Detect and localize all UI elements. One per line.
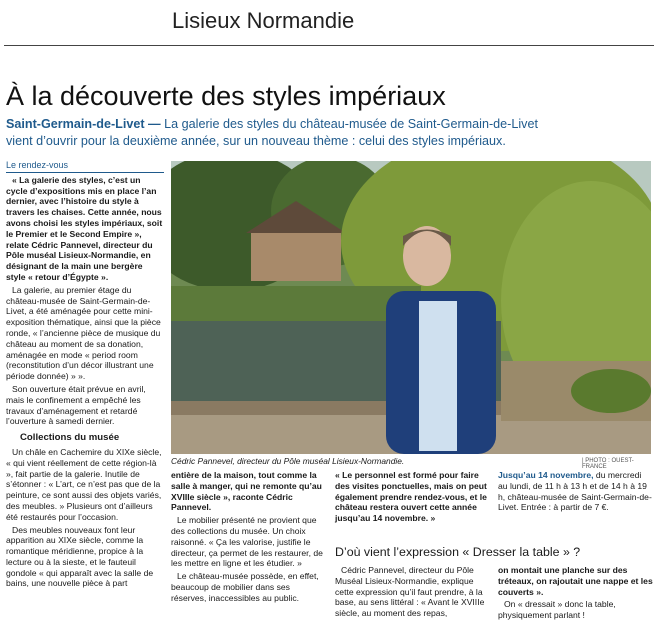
info-paragraph [498, 470, 653, 513]
lead-paragraph [6, 116, 626, 150]
paragraph: Son ouverture était prévue en avril, mais le confinement a empêché les travaux d’aménagement et retardé l’ouverture à samedi dernier. [6, 383, 146, 427]
article-column-1 [6, 160, 164, 591]
photo-credit: | PHOTO : OUEST-FRANCE [582, 458, 634, 470]
paragraph: Le château-musée possède, en effet, beaucoup de mobilier dans ses réserves, inaccessibles au public. [171, 571, 319, 603]
article-column-3 [335, 470, 490, 526]
paragraph: Un châle en Cachemire du XIXe siècle, « qui vient réellement de cette région-là », fait partie de la galerie. Inutile de s’étonner : « L’art, ce n’est pas que de la peinture, ce sont aussi des objets variés, des meubles. » Plusieurs ont d’ailleurs été restaurés pour l’occasion. [6, 446, 162, 522]
subheading: Collections du musée [20, 432, 120, 444]
paragraph: on montait une planche sur des tréteaux, on rajoutait une nappe et les couverts ». [498, 565, 653, 597]
paragraph: Cédric Pannevel, directeur du Pôle Muséal Lisieux-Normandie, explique cette expression qu’il faut prendre, à la base, au sens littéral : « Avant le XVIIIe siècle, au moment des repas, [335, 565, 485, 619]
info-text: du mercredi au lundi, de 11 h à 13 h et de 14 h à 19 h, château-musée de Saint-Germain-de-Livet. Entrée : à partir de 7 €. [498, 470, 652, 513]
header-rule [4, 45, 654, 46]
page-title: À la découverte des styles impériaux [6, 81, 446, 111]
photo-caption: Cédric Pannevel, directeur du Pôle muséal Lisieux-Normandie. [171, 456, 405, 466]
subheading-expression: D’où vient l’expression « Dresser la table » ? [335, 545, 581, 559]
dateline: Saint-Germain-de-Livet — [6, 117, 161, 131]
sidebar-label: Le rendez-vous [6, 160, 164, 173]
lead-text-1: La galerie des styles du château-musée de Saint-Germain-de-Livet [160, 117, 538, 131]
paragraph: « La galerie des styles, c’est un cycle d’expositions mis en place l’an dernier, avec l’histoire du style à travers les chaises. Cette année, nous avons choisi les styles impériaux, soit le Premier et le Second Empire », relate Cédric Pannevel, directeur du Pôle muséal Lisieux-Normandie, en désignant de la main une bergère style « retour d’Égypte ». [6, 174, 163, 282]
lead-text-2: vient d’ouvrir pour la deuxième année, sur un nouveau thème : celui des styles impériaux. [6, 134, 506, 148]
info-date: Jusqu’au 14 novembre, [498, 470, 594, 480]
article-column-4-bottom [498, 565, 653, 623]
paragraph: On « dressait » donc la table, physiquement parlant ! [498, 599, 616, 621]
article-column-4 [498, 470, 653, 515]
paragraph: entière de la maison, tout comme la salle à manger, qui ne remonte qu’au XVIIIe siècle », raconte Cédric Pannevel. [171, 470, 322, 513]
section-title: Lisieux Normandie [172, 8, 355, 33]
paragraph: La galerie, au premier étage du château-musée de Saint-Germain-de-Livet, a été aménagée pour cette mini-exposition thématique, ainsi que la pièce ronde, « l’ancienne pièce de musique du château au moment de sa donation, aménagée en mode « period room (reconstitution d’un décor illustrant une période donnée) » ». [6, 284, 161, 382]
article-column-3-bottom [335, 565, 490, 621]
article-photo [171, 161, 651, 454]
article-column-2 [171, 470, 326, 606]
photo-illustration [171, 161, 651, 454]
paragraph: Le mobilier présenté ne provient que des collections du musée. Un choix raisonné. « Ça les valorise, justifie le directeur, ça permet de les restaurer, de les mettre en ligne et les étudier. » [171, 515, 323, 569]
paragraph: Des meubles nouveaux font leur apparition au XIXe siècle, comme la romantique méridienne, propice à la lecture ou à la sieste, et le fauteuil gondole « qui apparaît avec la salle de bains, une nouvelle pièce à part [6, 524, 154, 589]
paragraph: « Le personnel est formé pour faire des visites ponctuelles, mais on peut également prendre rendez-vous, et le château restera ouvert cette année jusqu’au 14 novembre. » [335, 470, 487, 524]
